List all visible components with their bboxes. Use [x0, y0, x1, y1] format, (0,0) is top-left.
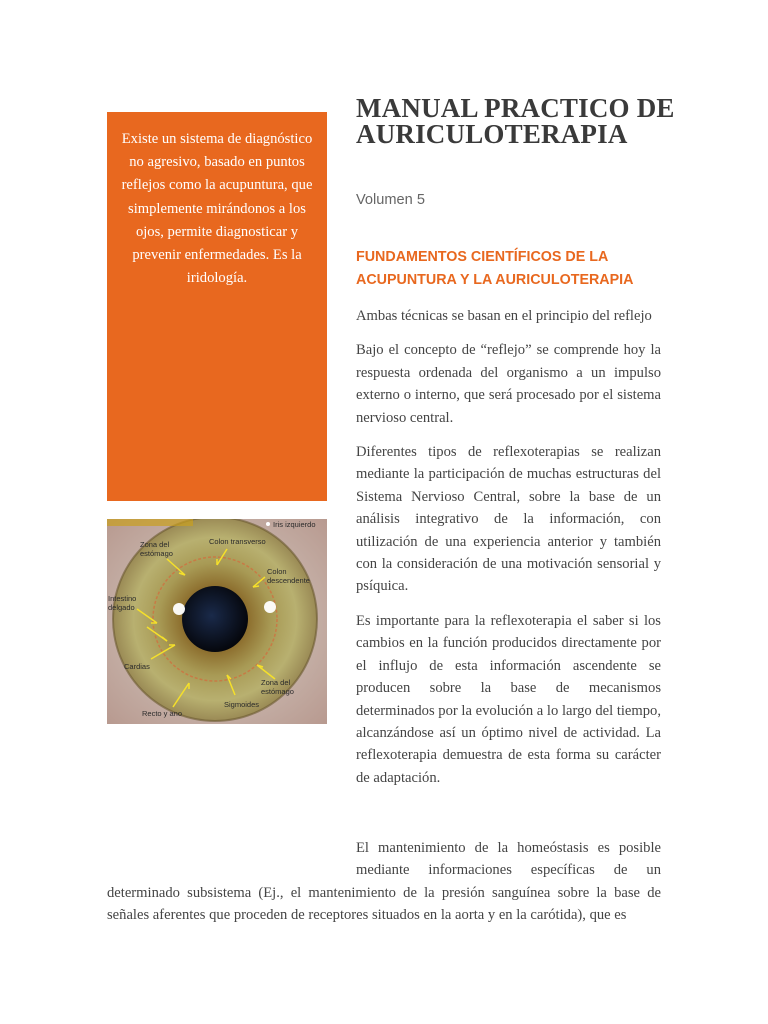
label-intestino-delgado-line1: Intestino: [108, 594, 137, 603]
iris-diagram-image: [107, 519, 327, 724]
photo-caption-bar: [107, 519, 193, 526]
label-sigmoides: Sigmoides: [224, 700, 260, 709]
paragraph-1: Ambas técnicas se basan en el principio del reflejo: [356, 308, 652, 324]
label-colon-descendente-line2: descendente: [267, 576, 310, 585]
body-text-column: [356, 305, 661, 801]
label-colon-descendente-line1: Colon: [267, 567, 287, 576]
label-iris-izquierdo: Iris izquierdo: [273, 520, 316, 529]
label-zona-estomago-bottom-line2: estómago: [261, 687, 294, 696]
iris-diagram-svg: [107, 519, 327, 724]
wrapped-text-block: [107, 837, 661, 927]
pupil-shape: [182, 586, 248, 652]
document-title: MANUAL PRACTICO DE AURICULOTERAPIA: [356, 93, 675, 149]
label-colon-transverso: Colon transverso: [209, 537, 266, 546]
light-reflection-right: [264, 601, 276, 613]
iris-label-dot: [266, 522, 270, 526]
light-reflection-left: [173, 603, 185, 615]
paragraph-3: Diferentes tipos de reflexoterapias se realizan mediante la participación de muchas estructuras del Sistema Nervioso Central, sobre la base de un análisis integrativo de la información, con utilización de una experiencia anterior y también con la consideración de una motivación sensorial y psíquica.: [356, 444, 661, 595]
label-recto-y-ano: Recto y ano: [142, 709, 183, 718]
paragraph-4: Es importante para la reflexoterapia el saber si los cambios en la función producidos directamente por el influjo de esta información ascendente se producen sobre la base de mecanismos determinados por la evolución a lo largo del tiempo, alcanzándose así un óptimo nivel de actividad. La reflexoterapia demuestra de esta forma su carácter de adaptación.: [356, 612, 661, 786]
paragraph-5: El mantenimiento de la homeóstasis es posible mediante informaciones específicas de un determinado subsistema (Ej., el mantenimiento de la presión sanguínea sobre la base de señales aferentes que proceden de receptores situados en la aorta y en la carótida), que es: [107, 840, 661, 924]
paragraph-2: Bajo el concepto de “reflejo” se comprende hoy la respuesta ordenada del organismo a un impulso externo o interno, que será procesado por el sistema nervioso central.: [356, 342, 661, 426]
volume-label: Volumen 5: [356, 192, 425, 208]
label-intestino-delgado-line2: delgado: [108, 603, 135, 612]
label-zona-estomago-top-line2: estómago: [140, 549, 173, 558]
sidebar-callout: [107, 112, 327, 501]
section-heading: FUNDAMENTOS CIENTÍFICOS DE LA ACUPUNTURA Y LA AURICULOTERAPIA: [356, 249, 634, 288]
float-spacer: [107, 837, 356, 881]
label-zona-estomago-bottom-line1: Zona del: [261, 678, 291, 687]
sidebar-callout-text: Existe un sistema de diagnóstico no agresivo, basado en puntos reflejos como la acupuntura, que simplemente mirándonos a los ojos, permite diagnosticar y prevenir enfermedades. Es la iridología.: [121, 131, 313, 287]
label-cardias: Cardias: [124, 662, 150, 671]
label-zona-estomago-top-line1: Zona del: [140, 540, 170, 549]
